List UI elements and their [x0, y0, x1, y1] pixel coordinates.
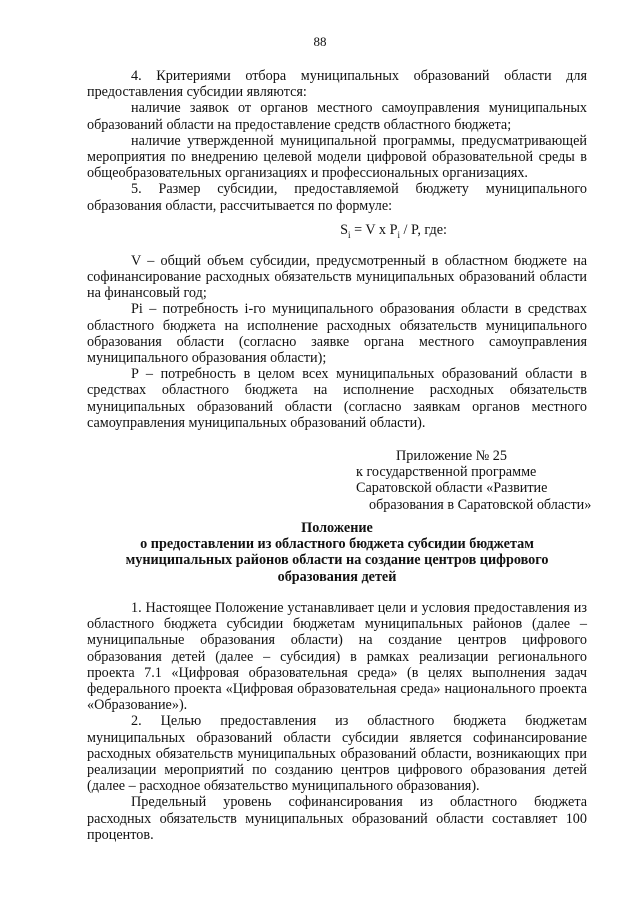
criteria-section — [87, 68, 587, 431]
heading-title: Положение — [301, 520, 373, 536]
heading-line-4: образования детей — [277, 568, 397, 585]
formula-middle: = V x P — [350, 221, 398, 238]
page-number: 88 — [313, 34, 327, 49]
body-paragraph-cofinancing: Предельный уровень софинансирования из областного бюджета расходных обязательств муниципальных образований области составляет 100 процентов. — [87, 794, 587, 843]
subsidy-formula — [87, 222, 587, 243]
appendix-program-name-line: образования в Саратовской области» — [369, 496, 592, 513]
appendix-reference-line: к государственной программе — [356, 464, 537, 481]
formula-p-subscript: i — [397, 229, 400, 240]
definition-pi: Pi – потребность i-го муниципального образования области в средствах областного бюджета на исполнение расходных обязательств муниципального образования области (согласно заявке органа местного самоуправления муниципального образования области); — [87, 301, 587, 367]
appendix-program-line: Саратовской области «Развитие — [356, 480, 548, 497]
definition-p: P – потребность в целом всех муниципальных образований области в средствах областного бюджета на исполнение расходных обязательств муниципальных образований области (согласно заявкам органов местного самоуправления муниципальных образований области). — [87, 366, 587, 431]
regulation-body — [87, 600, 587, 843]
body-paragraph-purpose: 1. Настоящее Положение устанавливает цели и условия предоставления из областного бюджета субсидии бюджетам муниципальных районов (далее – муниципальные образования области) на создание центров цифрового образования детей (далее – субсидия) в рамках реализации регионального проекта 7.1 «Цифровая образовательная среда» (в целях выполнения задач федерального проекта «Цифровая образовательная среда» национального проекта «Образование»). — [87, 600, 587, 714]
formula-tail: / P, где: — [399, 221, 447, 238]
body-paragraph-goal: 2. Целью предоставления из областного бюджета бюджетам муниципальных образований области субсидии является софинансирование расходных обязательств муниципальных образований области, возникающих при реализации мероприятий по созданию центров цифрового образования детей (далее – расходное обязательство муниципального образования). — [87, 713, 587, 795]
criteria-paragraph: 4. Критериями отбора муниципальных образований области для предоставления субсидии являются: — [87, 68, 587, 101]
appendix-number: Приложение № 25 — [396, 448, 507, 464]
heading-line-2: о предоставлении из областного бюджета субсидии бюджетам — [140, 536, 534, 553]
formula-s-subscript: i — [348, 229, 351, 240]
regulation-heading — [87, 520, 587, 585]
formula-s: S — [340, 221, 349, 238]
appendix-block — [356, 448, 596, 513]
definition-v: V – общий объем субсидии, предусмотренный в областном бюджете на софинансирование расходных обязательств муниципальных образований области на финансовый год; — [87, 252, 587, 302]
criteria-item-program: наличие утвержденной муниципальной программы, предусматривающей мероприятия по внедрению целевой модели цифровой образовательной среды в общеобразовательных организациях и профессиональных организациях. — [87, 132, 587, 182]
criteria-item-applications: наличие заявок от органов местного самоуправления муниципальных образований области на предоставление средств областного бюджета; — [87, 100, 587, 133]
heading-line-3: муниципальных районов области на создание центров цифрового — [125, 552, 549, 569]
subsidy-size-paragraph: 5. Размер субсидии, предоставляемой бюджету муниципального образования области, рассчитывается по формуле: — [87, 181, 587, 214]
